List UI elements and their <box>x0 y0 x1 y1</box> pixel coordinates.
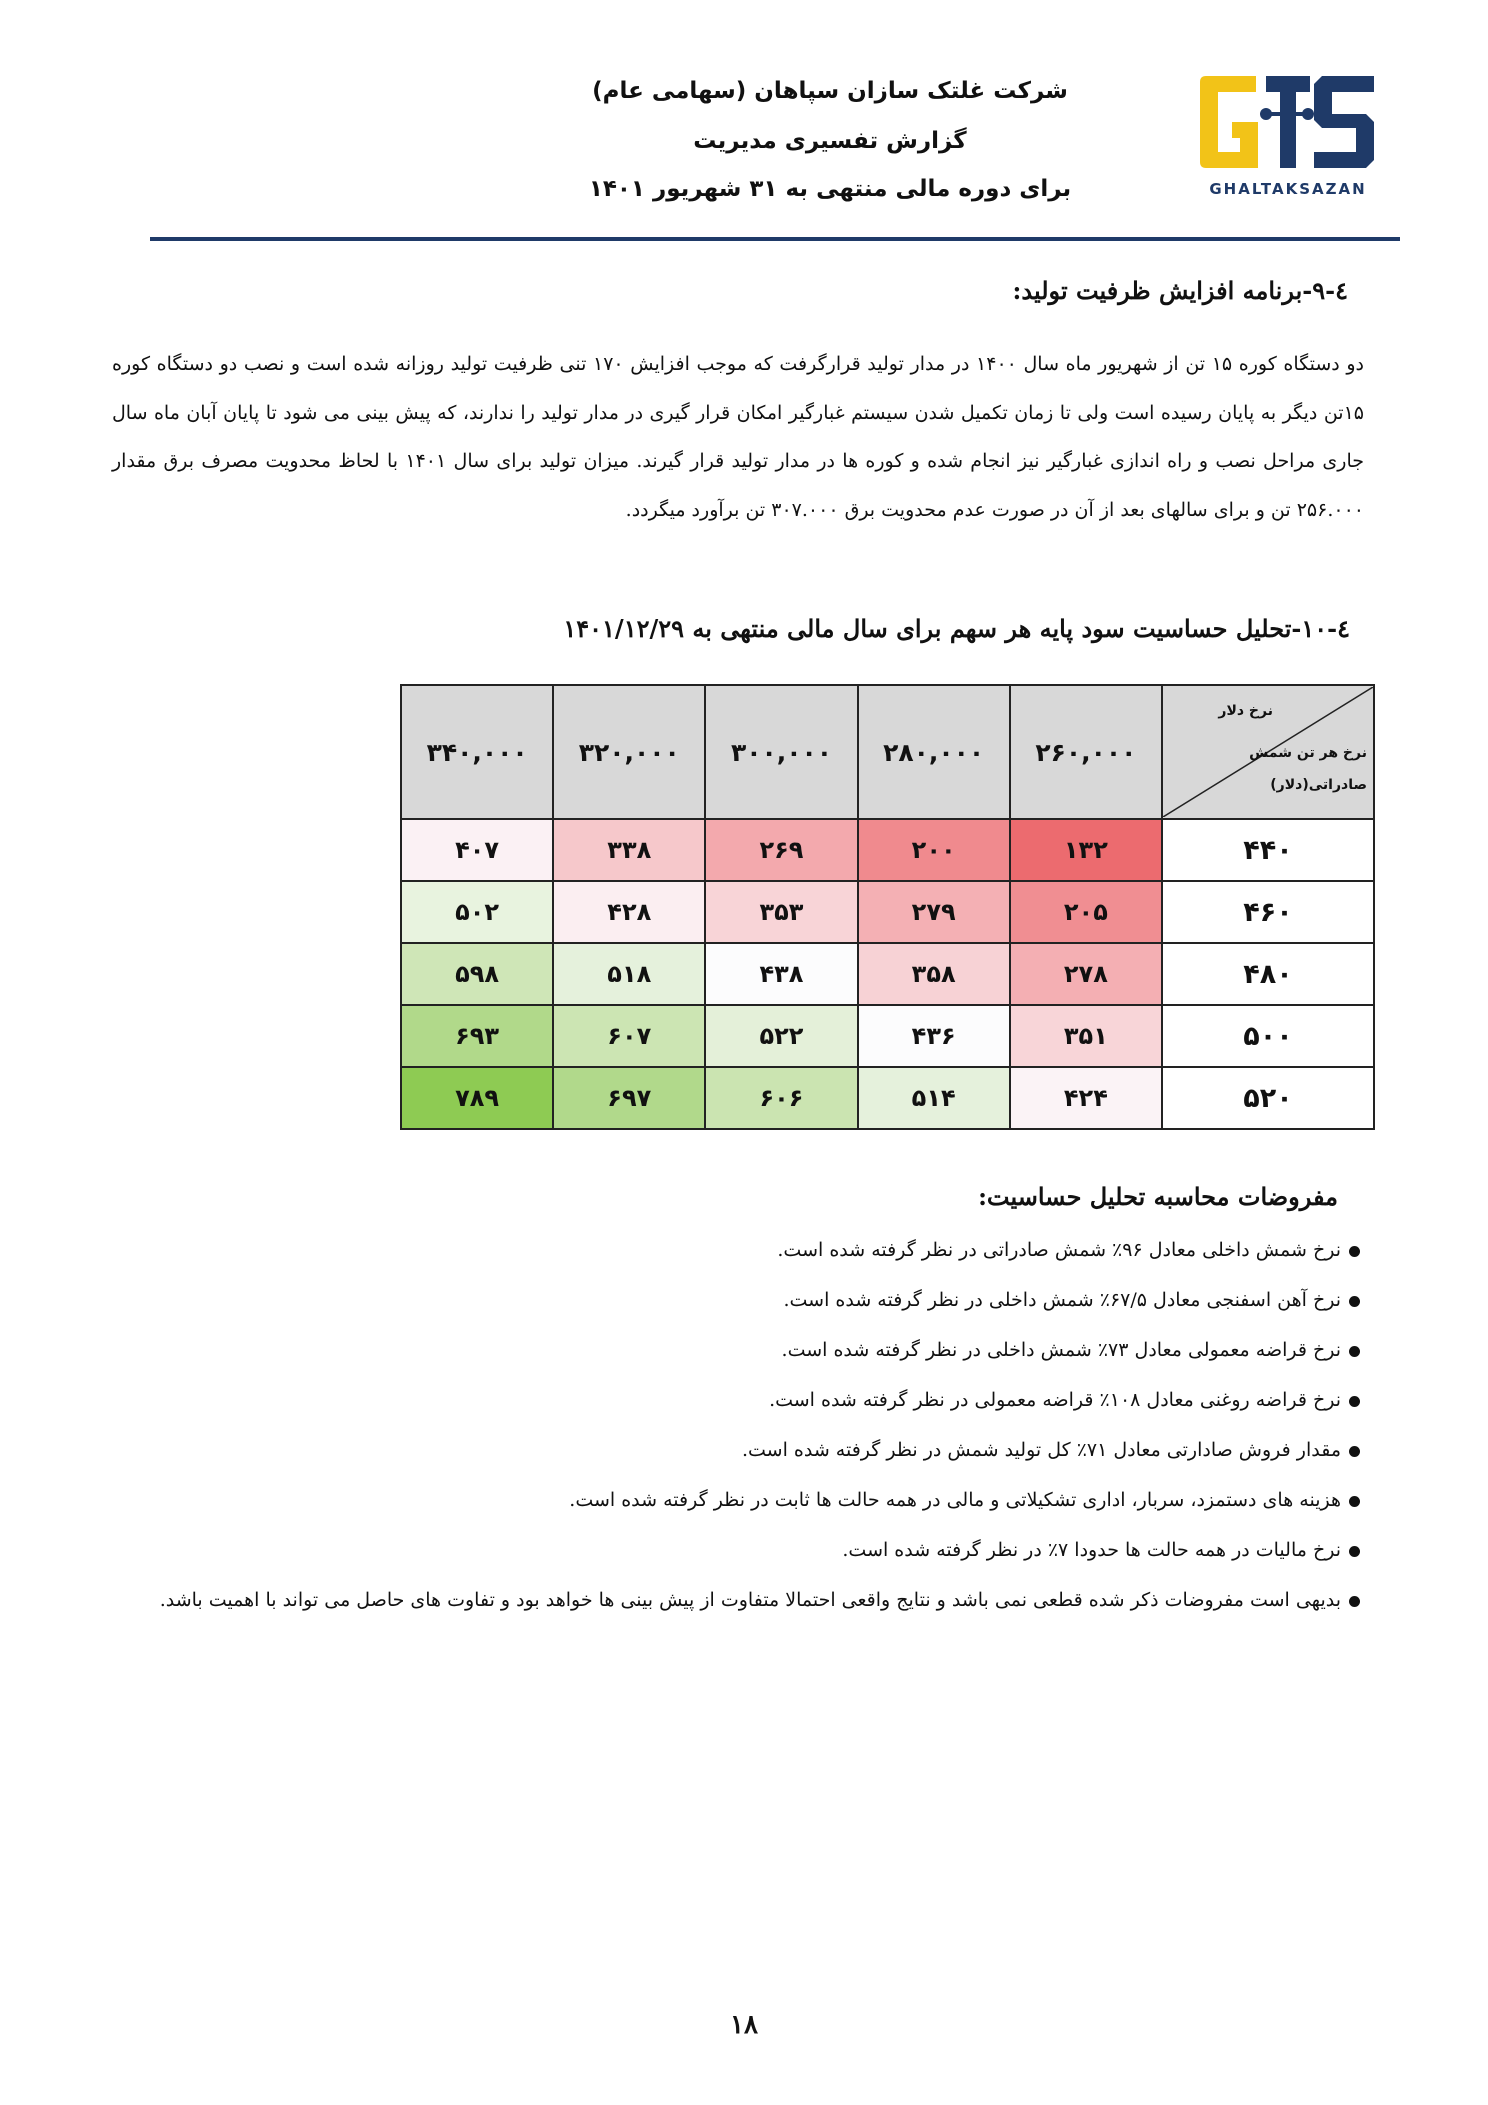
column-header: ۳۴۰,۰۰۰ <box>401 685 553 819</box>
bullet-icon <box>1349 1296 1360 1307</box>
table-cell: ۴۲۴ <box>1010 1067 1162 1129</box>
list-item: نرخ آهن اسفنجی معادل ۶۷/۵٪ شمش داخلی در نظر گرفته شده است. <box>120 1275 1360 1325</box>
table-cell: ۲۷۸ <box>1010 943 1162 1005</box>
bullet-icon <box>1349 1446 1360 1457</box>
table-cell: ۳۳۸ <box>553 819 705 881</box>
bullet-icon <box>1349 1346 1360 1357</box>
table-cell: ۶۹۳ <box>401 1005 553 1067</box>
header-divider <box>150 237 1400 241</box>
sensitivity-table <box>400 684 1375 1130</box>
row-header: ۴۴۰ <box>1162 819 1374 881</box>
bullet-icon <box>1349 1546 1360 1557</box>
section-9-title: ٤-٩-برنامه افزایش ظرفیت تولید: <box>1012 276 1348 305</box>
company-name: شرکت غلتک سازان سپاهان (سهامی عام) <box>592 78 1068 104</box>
logo-text: GHALTAKSAZAN <box>1209 180 1367 198</box>
column-header: ۲۸۰,۰۰۰ <box>858 685 1010 819</box>
assumptions-list <box>120 1225 1360 1625</box>
report-title: گزارش تفسیری مدیریت <box>693 128 967 154</box>
table-cell: ۴۳۸ <box>705 943 857 1005</box>
row-header: ۵۲۰ <box>1162 1067 1374 1129</box>
table-cell: ۳۵۱ <box>1010 1005 1162 1067</box>
company-logo <box>1196 66 1380 206</box>
table-cell: ۱۳۲ <box>1010 819 1162 881</box>
corner-label-export: صادراتی(دلار) <box>1270 777 1367 793</box>
column-header: ۳۰۰,۰۰۰ <box>705 685 857 819</box>
row-header: ۵۰۰ <box>1162 1005 1374 1067</box>
table-row <box>401 1005 1374 1067</box>
table-header-row <box>401 685 1374 819</box>
table-cell: ۲۰۰ <box>858 819 1010 881</box>
list-item: نرخ مالیات در همه حالت ها حدودا ۷٪ در نظر گرفته شده است. <box>120 1525 1360 1575</box>
table-cell: ۵۱۸ <box>553 943 705 1005</box>
bullet-icon <box>1349 1396 1360 1407</box>
table-cell: ۳۵۸ <box>858 943 1010 1005</box>
column-header: ۳۲۰,۰۰۰ <box>553 685 705 819</box>
table-cell: ۲۰۵ <box>1010 881 1162 943</box>
list-item: نرخ قراضه معمولی معادل ۷۳٪ شمش داخلی در نظر گرفته شده است. <box>120 1325 1360 1375</box>
table-row <box>401 1067 1374 1129</box>
table-cell: ۵۰۲ <box>401 881 553 943</box>
bullet-icon <box>1349 1496 1360 1507</box>
corner-label-dollar-rate: نرخ دلار <box>1218 703 1273 719</box>
table-cell: ۳۵۳ <box>705 881 857 943</box>
table-cell: ۲۷۹ <box>858 881 1010 943</box>
row-header: ۴۸۰ <box>1162 943 1374 1005</box>
assumptions-title: مفروضات محاسبه تحلیل حساسیت: <box>978 1182 1338 1211</box>
table-cell: ۴۰۷ <box>401 819 553 881</box>
column-header: ۲۶۰,۰۰۰ <box>1010 685 1162 819</box>
section-9-body: دو دستگاه کوره ۱۵ تن از شهریور ماه سال ۱۴۰۰ در مدار تولید قرارگرفت که موجب افزایش ۱۷۰ تنی ظرفیت تولید روزانه شده است و نصب دو دستگاه کوره ۱۵تن دیگر به پایان رسیده است ولی تا زمان تکمیل شدن سیستم غبارگیر امکان قرار گیری در مدار تولید را ندارند، که پیش بینی می شود تا پایان آبان ماه سال جاری مراحل نصب و راه اندازی غبارگیر نیز انجام شده و کوره ها در مدار تولید قرار گیرند. میزان تولید برای سال ۱۴۰۱ با لحاظ محدویت مصرف برق مقدار ۲۵۶.۰۰۰ تن و برای سالهای بعد از آن در صورت عدم محدویت برق ۳۰۷.۰۰۰ تن برآورد میگردد. <box>112 353 1365 521</box>
corner-cell <box>1162 685 1374 819</box>
bullet-icon <box>1349 1596 1360 1607</box>
table-cell: ۵۲۲ <box>705 1005 857 1067</box>
page-number: ۱۸ <box>730 2010 758 2040</box>
list-item: بدیهی است مفروضات ذکر شده قطعی نمی باشد و نتایج واقعی احتمالا متفاوت از پیش بینی ها خواهد بود و تفاوت های حاصل می تواند با اهمیت باشد. <box>120 1575 1360 1625</box>
table-row <box>401 881 1374 943</box>
corner-label-ingot-rate: نرخ هر تن شمش <box>1249 745 1367 761</box>
table-cell: ۴۳۶ <box>858 1005 1010 1067</box>
bullet-icon <box>1349 1246 1360 1257</box>
list-item: مقدار فروش صادارتی معادل ۷۱٪ کل تولید شمش در نظر گرفته شده است. <box>120 1425 1360 1475</box>
report-period: برای دوره مالی منتهی به ۳۱ شهریور ۱۴۰۱ <box>588 176 1072 202</box>
section-10-title: ٤-١٠-تحلیل حساسیت سود پایه هر سهم برای سال مالی منتهی به ۱۴۰۱/۱۲/۲۹ <box>563 614 1350 643</box>
list-item: نرخ قراضه روغنی معادل ۱۰۸٪ قراضه معمولی در نظر گرفته شده است. <box>120 1375 1360 1425</box>
table-cell: ۷۸۹ <box>401 1067 553 1129</box>
table-row <box>401 943 1374 1005</box>
list-item: هزینه های دستمزد، سربار، اداری تشکیلاتی و مالی در همه حالت ها ثابت در نظر گرفته شده است. <box>120 1475 1360 1525</box>
table-cell: ۶۹۷ <box>553 1067 705 1129</box>
table-cell: ۲۶۹ <box>705 819 857 881</box>
table-cell: ۴۲۸ <box>553 881 705 943</box>
table-cell: ۵۹۸ <box>401 943 553 1005</box>
list-item: نرخ شمش داخلی معادل ۹۶٪ شمش صادراتی در نظر گرفته شده است. <box>120 1225 1360 1275</box>
table-cell: ۶۰۷ <box>553 1005 705 1067</box>
table-row <box>401 819 1374 881</box>
table-cell: ۶۰۶ <box>705 1067 857 1129</box>
table-cell: ۵۱۴ <box>858 1067 1010 1129</box>
row-header: ۴۶۰ <box>1162 881 1374 943</box>
